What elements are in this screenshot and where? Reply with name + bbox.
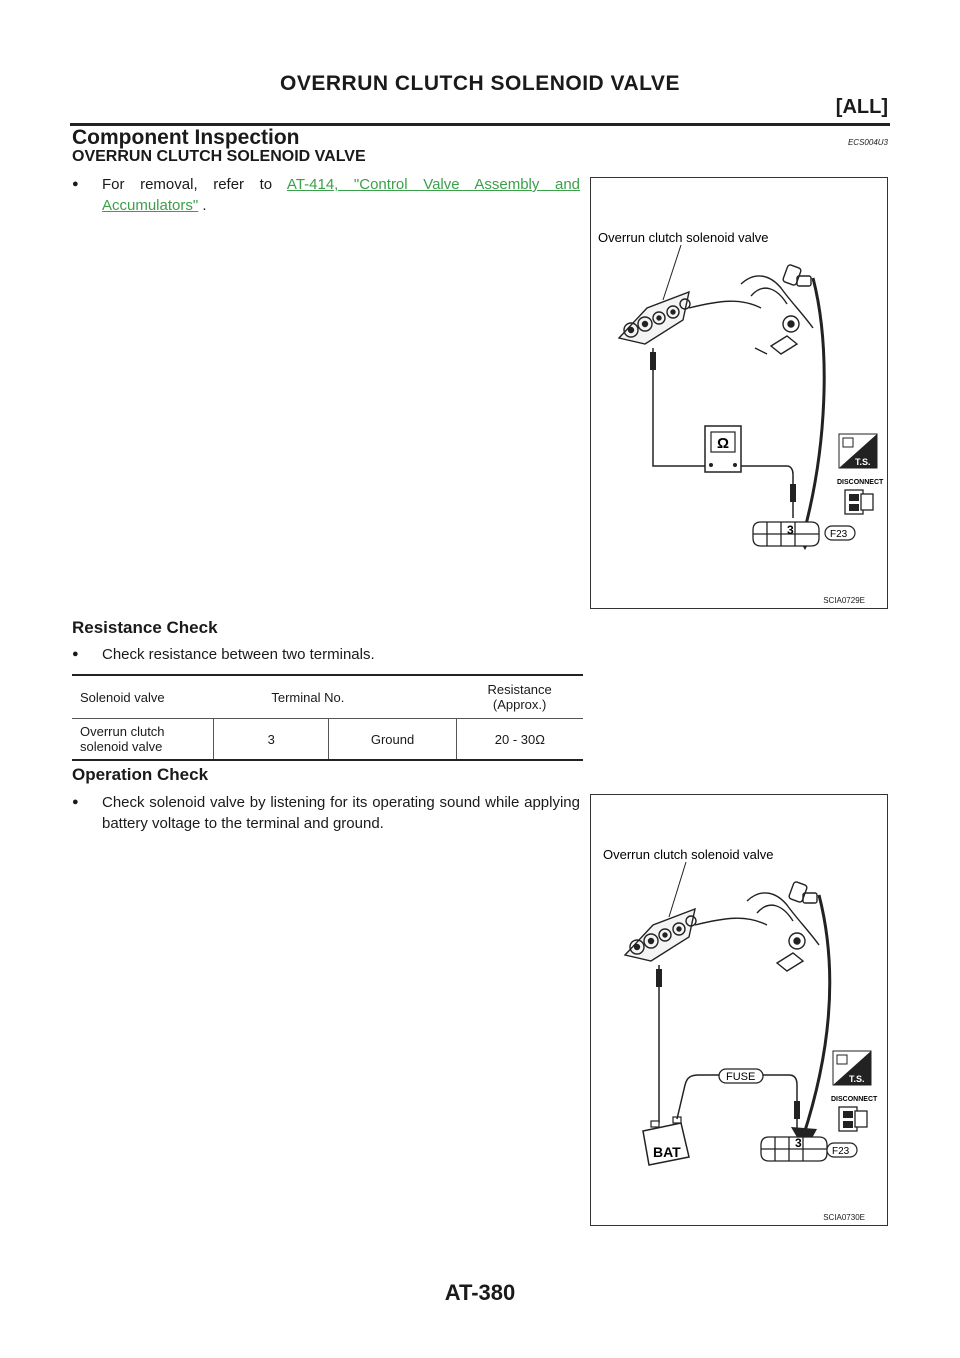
probe-left — [656, 969, 662, 987]
operation-bullet: ● Check solenoid valve by listening for its operating sound while applying battery voltage to the terminal and ground. — [72, 794, 580, 832]
svg-text:T.S.: T.S. — [855, 457, 871, 467]
page-number: AT-380 — [444, 1280, 516, 1305]
terminal-number: 3 — [787, 523, 794, 537]
removal-bullet — [72, 174, 580, 216]
operation-diagram-drawing — [591, 795, 887, 1225]
component-inspection-heading: Component Inspection — [72, 126, 300, 149]
svg-text:Ω: Ω — [717, 435, 730, 452]
operation-diagram — [590, 794, 888, 1226]
disconnect-icon — [831, 1096, 878, 1131]
bullet-icon: ● — [72, 648, 79, 660]
ohmmeter-icon — [705, 426, 741, 472]
resistance-spec-table — [72, 674, 583, 761]
header-solenoid-valve: Solenoid valve — [80, 689, 165, 705]
connector-f23-plug — [761, 1137, 827, 1161]
disconnect-icon — [837, 479, 884, 514]
control-valve-link[interactable]: AT-414, "Control Valve Assembly and Accumulators" — [102, 176, 581, 214]
header-resistance: Resistance (Approx.) — [487, 682, 552, 712]
cell-resistance: 20 - 30Ω — [456, 719, 583, 761]
lead-to-fuse — [677, 1075, 719, 1119]
removal-text: For removal, refer to AT-414, "Control Valve Assembly and Accumulators" . — [102, 176, 581, 214]
battery-icon — [643, 1117, 689, 1165]
resistance-check-heading: Resistance Check — [72, 618, 218, 637]
operation-check-heading: Operation Check — [72, 765, 209, 784]
table-header-row — [72, 675, 583, 719]
pointer-arrow — [803, 895, 830, 1137]
fuse-icon — [719, 1069, 763, 1083]
pointer-arrow — [803, 278, 824, 536]
svg-text:FUSE: FUSE — [726, 1071, 756, 1083]
section-tag: [ALL] — [835, 96, 888, 118]
svg-text:DISCONNECT: DISCONNECT — [831, 1096, 878, 1103]
figure-code: SCIA0730E — [823, 1213, 865, 1222]
bullet-icon: ● — [72, 796, 79, 808]
diagram-label: Overrun clutch solenoid valve — [603, 847, 774, 862]
ts-badge-icon — [833, 1051, 871, 1085]
resistance-bullet: ● Check resistance between two terminals. — [72, 646, 375, 663]
svg-text:DISCONNECT: DISCONNECT — [837, 479, 884, 486]
connector-label-f23 — [827, 1143, 857, 1157]
ts-badge-icon — [839, 434, 877, 468]
cell-ground: Ground — [329, 719, 456, 761]
figure-code: SCIA0729E — [823, 596, 865, 605]
probe-left — [650, 352, 656, 370]
terminal-number: 3 — [795, 1136, 802, 1150]
solenoid-valve-assembly — [625, 881, 819, 971]
page-title: OVERRUN CLUTCH SOLENOID VALVE — [280, 72, 680, 95]
resistance-diagram — [590, 177, 888, 609]
svg-text:BAT: BAT — [653, 1144, 681, 1160]
subsection-heading: OVERRUN CLUTCH SOLENOID VALVE — [72, 148, 366, 165]
header-terminal-no: Terminal No. — [271, 689, 345, 705]
cell-terminal: 3 — [214, 719, 329, 761]
table-row — [72, 719, 583, 761]
solenoid-valve-assembly — [619, 264, 813, 354]
label-leader — [669, 862, 686, 917]
connector-f23-plug — [753, 522, 819, 546]
lead-to-terminal — [763, 1075, 797, 1133]
svg-text:F23: F23 — [830, 529, 848, 540]
label-leader — [663, 245, 681, 300]
svg-text:F23: F23 — [832, 1146, 850, 1157]
document-code: ECS004U3 — [847, 138, 888, 147]
probe-lead-right — [741, 466, 793, 508]
diagram-label: Overrun clutch solenoid valve — [598, 230, 769, 245]
bullet-icon: ● — [72, 178, 79, 190]
svg-text:T.S.: T.S. — [849, 1074, 865, 1084]
probe-right — [794, 1101, 800, 1119]
resistance-diagram-drawing — [591, 178, 887, 608]
cell-solenoid: Overrun clutch solenoid valve — [80, 724, 165, 754]
probe-lead-left-bottom — [653, 458, 709, 466]
connector-label-f23 — [825, 526, 855, 540]
probe-right — [790, 484, 796, 502]
